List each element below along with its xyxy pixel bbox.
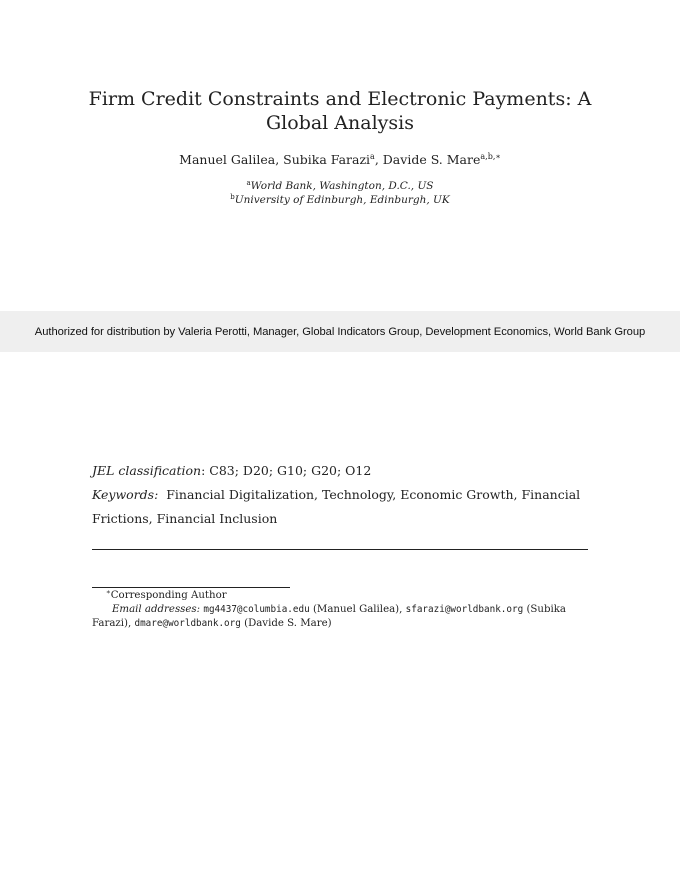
email-link[interactable]: mg4437@columbia.edu — [203, 604, 310, 615]
keywords-text: Financial Digitalization, Technology, Economic Growth, Financial Frictions, Financial Inclusion — [92, 487, 581, 526]
author-name: Manuel Galilea — [179, 152, 276, 167]
author-list: Manuel Galilea, Subika Farazi$^a$, Davide S. Mare$^{a,b,∗}$ — [179, 152, 501, 167]
footnote-mark: ∗ — [106, 588, 111, 596]
keywords-label: Keywords: — [92, 487, 159, 502]
affiliation-mark: a — [246, 179, 251, 187]
affiliation-item — [80, 193, 600, 207]
distribution-banner — [0, 311, 680, 352]
jel-label: JEL classification — [92, 463, 202, 478]
affiliation-mark: a — [370, 152, 375, 161]
affiliation-text: World Bank, Washington, D.C., US — [250, 180, 434, 192]
email-link[interactable]: dmare@worldbank.org — [134, 618, 241, 629]
affiliation-list — [80, 179, 600, 207]
email-owner: (Subika Farazi) — [92, 604, 566, 629]
email-owner: (Davide S. Mare) — [244, 618, 332, 629]
affiliation-mark: b — [230, 193, 235, 201]
jel-classification: JEL classification: C83; D20; G10; G20; O12 — [92, 463, 372, 478]
jel-codes: C83; D20; G10; G20; O12 — [209, 463, 372, 478]
paper-title: Firm Credit Constraints and Electronic Payments: A Global Analysis — [88, 88, 592, 134]
affiliation-text: University of Edinburgh, Edinburgh, UK — [234, 194, 450, 206]
affiliation-item — [80, 179, 600, 193]
email-label: Email addresses: — [112, 604, 201, 615]
corresponding-author-text: Corresponding Author — [110, 590, 227, 601]
email-owner: (Manuel Galilea) — [312, 604, 400, 615]
affiliation-mark: a,b,∗ — [480, 152, 501, 161]
distribution-banner-text: Authorized for distribution by Valeria Perotti, Manager, Global Indicators Group, Development Economics, World Bank Group — [34, 325, 646, 338]
footnote-divider — [92, 587, 290, 588]
section-divider — [92, 549, 588, 550]
email-link[interactable]: sfarazi@worldbank.org — [405, 604, 524, 615]
keywords — [92, 483, 588, 531]
author-name: Subika Farazi — [283, 152, 371, 167]
email-addresses-note: Email addresses: mg4437@columbia.edu (Manuel Galilea), sfarazi@worldbank.org (Subika Farazi), dmare@worldbank.org (Davide S. Mare) — [92, 604, 566, 629]
corresponding-author-note — [92, 589, 570, 603]
author-name: Davide S. Mare — [382, 152, 481, 167]
footnotes — [92, 589, 570, 631]
